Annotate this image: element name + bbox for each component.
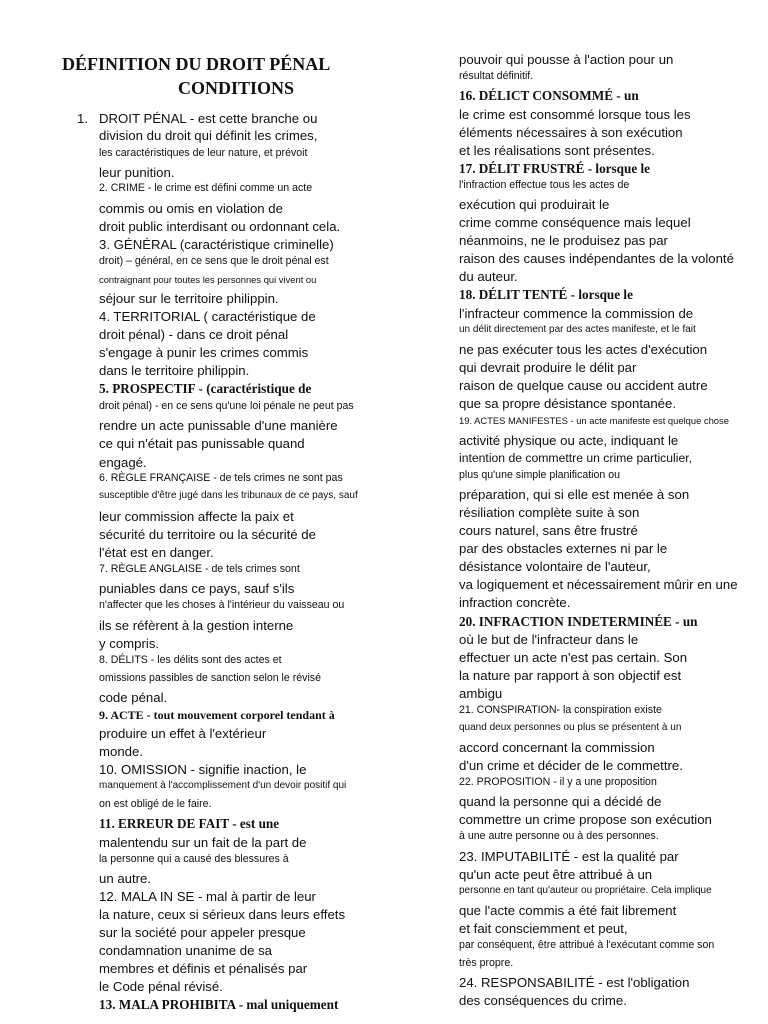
right-line: l'infracteur commence la commission de [459, 306, 694, 321]
left-line: manquement à l'accomplissement d'un devoir positif qui [99, 780, 347, 791]
left-line: puniables dans ce pays, sauf s'ils [99, 581, 295, 596]
right-line: 21. CONSPIRATION- la conspiration existe [459, 704, 662, 716]
left-line: les caractéristiques de leur nature, et prévoit [99, 147, 308, 159]
right-line: quand la personne qui a décidé de [459, 794, 662, 809]
left-line: 8. DÉLITS - les délits sont des actes et [99, 654, 282, 666]
left-line: membres et définis et pénalisés par [99, 961, 308, 976]
right-line: 17. DÉLIT FRUSTRÉ - lorsque le [459, 161, 650, 176]
right-line: un délit directement par des actes manifeste, et le fait [459, 324, 696, 335]
left-line: ce qui n'était pas punissable quand [99, 436, 305, 451]
right-line: et les réalisations sont présentes. [459, 143, 655, 158]
right-line: 24. RESPONSABILITÉ - est l'obligation [459, 975, 690, 990]
left-line: s'engage à punir les crimes commis [99, 345, 309, 360]
left-line: 10. OMISSION - signifie inaction, le [99, 762, 307, 777]
right-line: la nature par rapport à son objectif est [459, 668, 682, 683]
left-line: susceptible d'être jugé dans les tribunaux de ce pays, sauf [99, 490, 358, 501]
left-line: y compris. [99, 636, 160, 651]
left-line: l'état est en danger. [99, 545, 214, 560]
right-line: pouvoir qui pousse à l'action pour un [459, 52, 674, 67]
left-line: 7. RÈGLE ANGLAISE - de tels crimes sont [99, 563, 300, 575]
page-title-line-1: DÉFINITION DU DROIT PÉNAL [62, 54, 331, 74]
right-line: accord concernant la commission [459, 740, 655, 755]
right-line: 20. INFRACTION INDETERMINÉE - un [459, 614, 698, 629]
left-line: leur punition. [99, 165, 175, 180]
right-line: qui devrait produire le délit par [459, 360, 637, 375]
right-line: 23. IMPUTABILITÉ - est la qualité par [459, 849, 679, 864]
right-line: que l'acte commis a été fait librement [459, 903, 677, 918]
left-line: contraignant pour toutes les personnes qui vivent ou [99, 274, 317, 285]
left-line: droit pénal) - en ce sens qu'une loi pénale ne peut pas [99, 400, 354, 412]
right-line: préparation, qui si elle est menée à son [459, 487, 690, 502]
right-line: d'un crime et décider de le commettre. [459, 758, 683, 773]
right-line: où le but de l'infracteur dans le [459, 632, 639, 647]
list-number: 1. [77, 111, 88, 126]
left-line: produire un effet à l'extérieur [99, 726, 267, 741]
right-line: le crime est consommé lorsque tous les [459, 107, 691, 122]
left-line: monde. [99, 744, 143, 759]
left-line: DROIT PÉNAL - est cette branche ou [99, 111, 318, 126]
left-line: omissions passibles de sanction selon le révisé [99, 672, 321, 684]
left-line: rendre un acte punissable d'une manière [99, 418, 338, 433]
left-line: dans le territoire philippin. [99, 363, 250, 378]
right-line: résiliation complète suite à son [459, 505, 640, 520]
right-line: et fait consciemment et peut, [459, 921, 628, 936]
right-line: du auteur. [459, 269, 518, 284]
left-line: code pénal. [99, 690, 168, 705]
right-line: 18. DÉLIT TENTÉ - lorsque le [459, 287, 633, 302]
left-line: 2. CRIME - le crime est défini comme un acte [99, 182, 313, 194]
left-line: un autre. [99, 871, 152, 886]
left-line: séjour sur le territoire philippin. [99, 291, 279, 306]
left-line: droit public interdisant ou ordonnant cela. [99, 219, 341, 234]
right-line: plus qu'une simple planification ou [459, 469, 621, 481]
right-line: par des obstacles externes ni par le [459, 541, 668, 556]
right-line: intention de commettre un crime particulier, [459, 451, 693, 465]
left-line: 11. ERREUR DE FAIT - est une [99, 816, 280, 831]
left-line: droit) – général, en ce sens que le droit pénal est [99, 255, 329, 267]
right-line: éléments nécessaires à son exécution [459, 125, 683, 140]
left-line: la personne qui a causé des blessures à [99, 853, 289, 865]
left-line: le Code pénal révisé. [99, 979, 223, 994]
right-line: qu'un acte peut être attribué à un [459, 867, 653, 882]
right-line: effectuer un acte n'est pas certain. Son [459, 650, 688, 665]
right-line: exécution qui produirait le [459, 197, 610, 212]
left-line: leur commission affecte la paix et [99, 509, 294, 524]
right-line: activité physique ou acte, indiquant le [459, 433, 679, 448]
left-line: la nature, ceux si sérieux dans leurs effets [99, 907, 346, 922]
right-line: quand deux personnes ou plus se présentent à un [459, 722, 682, 733]
left-line: 3. GÉNÉRAL (caractéristique criminelle) [99, 237, 334, 252]
right-line: 16. DÉLICT CONSOMMÉ - un [459, 88, 639, 103]
left-line: engagé. [99, 455, 147, 470]
right-line: infraction concrète. [459, 595, 571, 610]
left-line: 4. TERRITORIAL ( caractéristique de [99, 309, 316, 324]
right-line: va logiquement et nécessairement mûrir en une [459, 577, 738, 592]
right-line: résultat définitif. [459, 70, 534, 82]
right-line: 19. ACTES MANIFESTES - un acte manifeste est quelque chose [459, 415, 729, 426]
left-line: 5. PROSPECTIF - (caractéristique de [99, 381, 312, 396]
right-line: à une autre personne ou à des personnes. [459, 830, 659, 842]
left-line: droit pénal) - dans ce droit pénal [99, 327, 289, 342]
right-line: ne pas exécuter tous les actes d'exécution [459, 342, 708, 357]
right-line: cours naturel, sans être frustré [459, 523, 638, 538]
left-line: on est obligé de le faire. [99, 798, 212, 810]
right-line: ambigu [459, 686, 503, 701]
right-line: par conséquent, être attribué à l'exécutant comme son [459, 939, 715, 951]
left-line: sur la société pour appeler presque [99, 925, 306, 940]
left-line: malentendu sur un fait de la part de [99, 835, 307, 850]
right-line: 22. PROPOSITION - il y a une proposition [459, 776, 657, 788]
right-line: l'infraction effectue tous les actes de [459, 179, 630, 191]
left-line: commis ou omis en violation de [99, 201, 283, 216]
left-line: division du droit qui définit les crimes, [99, 128, 318, 143]
left-line: n'affecter que les choses à l'intérieur du vaisseau ou [99, 599, 345, 611]
right-line: des conséquences du crime. [459, 993, 627, 1008]
right-line: raison de quelque cause ou accident autre [459, 378, 708, 393]
left-line: 12. MALA IN SE - mal à partir de leur [99, 889, 316, 904]
right-line: commettre un crime propose son exécution [459, 812, 712, 827]
right-line: crime comme conséquence mais lequel [459, 215, 691, 230]
left-line: sécurité du territoire ou la sécurité de [99, 527, 316, 542]
right-line: désistance volontaire de l'auteur, [459, 559, 651, 574]
right-line: personne en tant qu'auteur ou propriétaire. Cela implique [459, 885, 712, 896]
left-line: 6. RÈGLE FRANÇAISE - de tels crimes ne sont pas [99, 472, 343, 484]
right-line: néanmoins, ne le produisez pas par [459, 233, 668, 248]
right-line: raison des causes indépendantes de la volonté [459, 251, 734, 266]
left-line: ils se réfèrent à la gestion interne [99, 618, 294, 633]
left-line: 13. MALA PROHIBITA - mal uniquement [99, 997, 339, 1012]
left-line: 9. ACTE - tout mouvement corporel tendant à [99, 708, 335, 722]
left-line: condamnation unanime de sa [99, 943, 273, 958]
right-line: que sa propre désistance spontanée. [459, 396, 677, 411]
page-title-line-2: CONDITIONS [178, 78, 295, 98]
right-line: très propre. [459, 957, 514, 969]
